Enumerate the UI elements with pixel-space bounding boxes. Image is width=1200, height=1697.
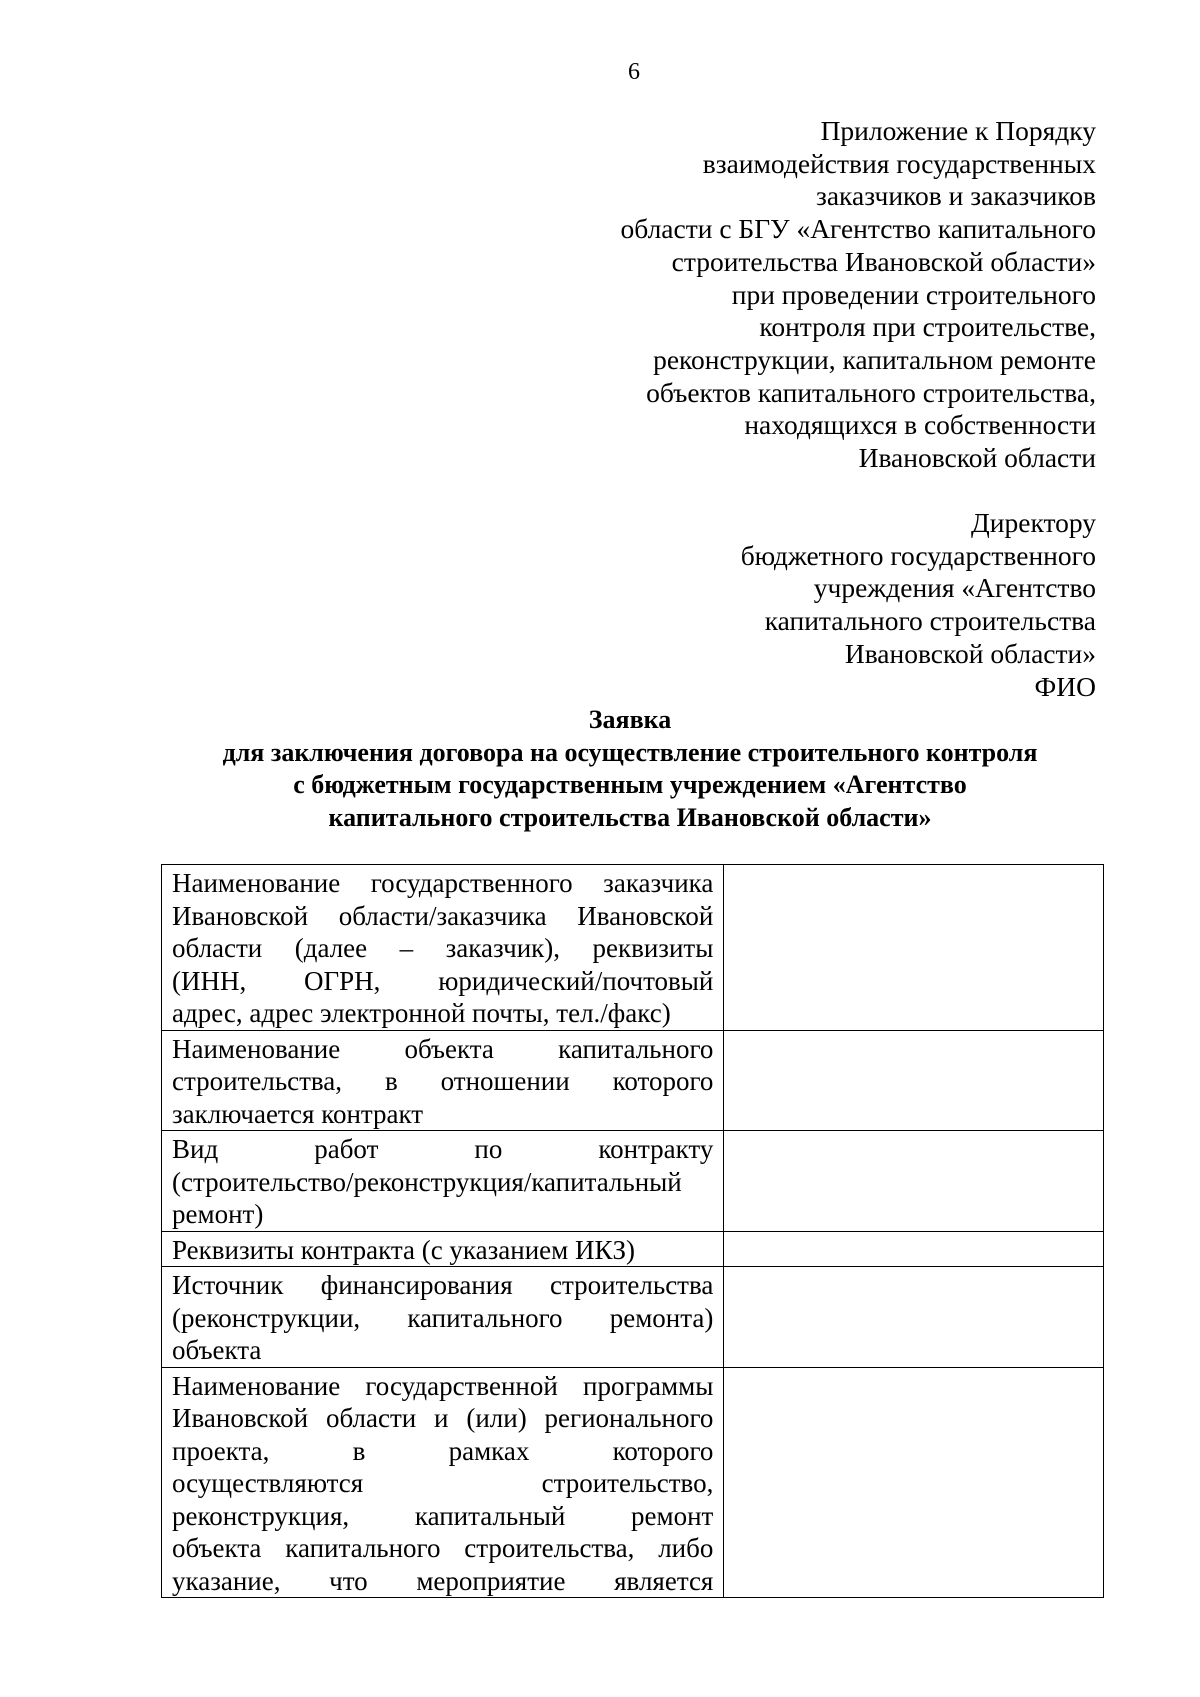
label-line: Наименование государственного заказчика [172,868,714,898]
field-value-customer[interactable] [724,865,1104,1031]
field-value-object[interactable] [724,1030,1104,1131]
addressee-block [560,507,1096,703]
appendix-line: строительства Ивановской области» [671,245,1096,277]
field-label-state-program [162,1367,724,1598]
table-row [162,865,1104,1031]
label-line: Ивановской области/заказчика Ивановской [172,900,714,931]
table-row [162,1131,1104,1232]
label-line: Источник финансирования строительства [172,1270,714,1300]
appendix-line: взаимодействия государственных [702,147,1096,179]
document-title [150,704,1110,835]
label-line: осуществляются строительство, [172,1468,714,1498]
field-value-funding-source[interactable] [724,1267,1104,1368]
addressee-line: Директору [971,507,1096,538]
title-line: с бюджетным государственным учреждением «Агентство [293,770,967,800]
appendix-header [560,115,1096,475]
label-line: объекта [172,1335,262,1365]
appendix-line: находящихся в собственности [744,409,1096,441]
field-value-contract-details[interactable] [724,1231,1104,1267]
table-row [162,1267,1104,1368]
label-line: адрес, адрес электронной почты, тел./факс) [172,998,671,1028]
addressee-line: Ивановской области» [844,637,1096,669]
label-line: указание, что мероприятие является [172,1565,714,1596]
label-line: (строительство/реконструкция/капитальный [172,1166,682,1197]
label-line: ремонт) [172,1199,264,1229]
label-line: Ивановской области и (или) регионального [172,1403,714,1433]
label-line: проекта, в рамках которого [172,1435,714,1466]
title-line: Заявка [588,705,672,734]
label-line: Наименование объекта капитального [172,1033,714,1064]
table-row [162,1231,1104,1267]
field-label-contract-details [162,1231,724,1267]
appendix-line: контроля при строительстве, [759,311,1096,343]
addressee-line: ФИО [1034,670,1096,702]
label-line: строительства, в отношении которого [172,1066,714,1096]
request-form-table [161,864,1104,1598]
label-line: области (далее – заказчик), реквизиты [172,933,714,963]
label-line: заключается контракт [172,1098,424,1129]
field-value-work-type[interactable] [724,1131,1104,1232]
page-number: 6 [628,59,640,85]
appendix-line: при проведении строительного [731,278,1096,310]
addressee-line: капитального строительства [764,605,1096,637]
title-line: капитального строительства Ивановской области» [328,803,932,833]
label-line: объекта капитального строительства, либо [172,1533,714,1563]
table-row [162,1367,1104,1598]
field-label-work-type [162,1131,724,1232]
appendix-line: области с БГУ «Агентство капитального [620,213,1096,245]
addressee-line: бюджетного государственного [740,539,1096,571]
appendix-line: заказчиков и заказчиков [815,180,1096,212]
appendix-line: реконструкции, капитальном ремонте [653,343,1096,375]
appendix-line: Приложение к Порядку [820,115,1096,146]
field-label-object [162,1030,724,1131]
label-line: (реконструкции, капитального ремонта) [172,1302,714,1333]
field-label-funding-source [162,1267,724,1368]
field-value-state-program[interactable] [724,1367,1104,1598]
appendix-line: объектов капитального строительства, [646,376,1096,408]
field-label-customer [162,865,724,1031]
label-line: реконструкция, капитальный ремонт [172,1500,714,1531]
appendix-line: Ивановской области [858,442,1096,474]
title-line: для заключения договора на осуществление строительного контроля [222,737,1038,767]
label-line: (ИНН, ОГРН, юридический/почтовый [172,965,714,996]
table-row [162,1030,1104,1131]
label-line: Реквизиты контракта (с указанием ИКЗ) [172,1234,636,1265]
label-line: Вид работ по контракту [172,1134,714,1164]
addressee-line: учреждения «Агентство [813,572,1096,604]
label-line: Наименование государственной программы [172,1370,714,1401]
